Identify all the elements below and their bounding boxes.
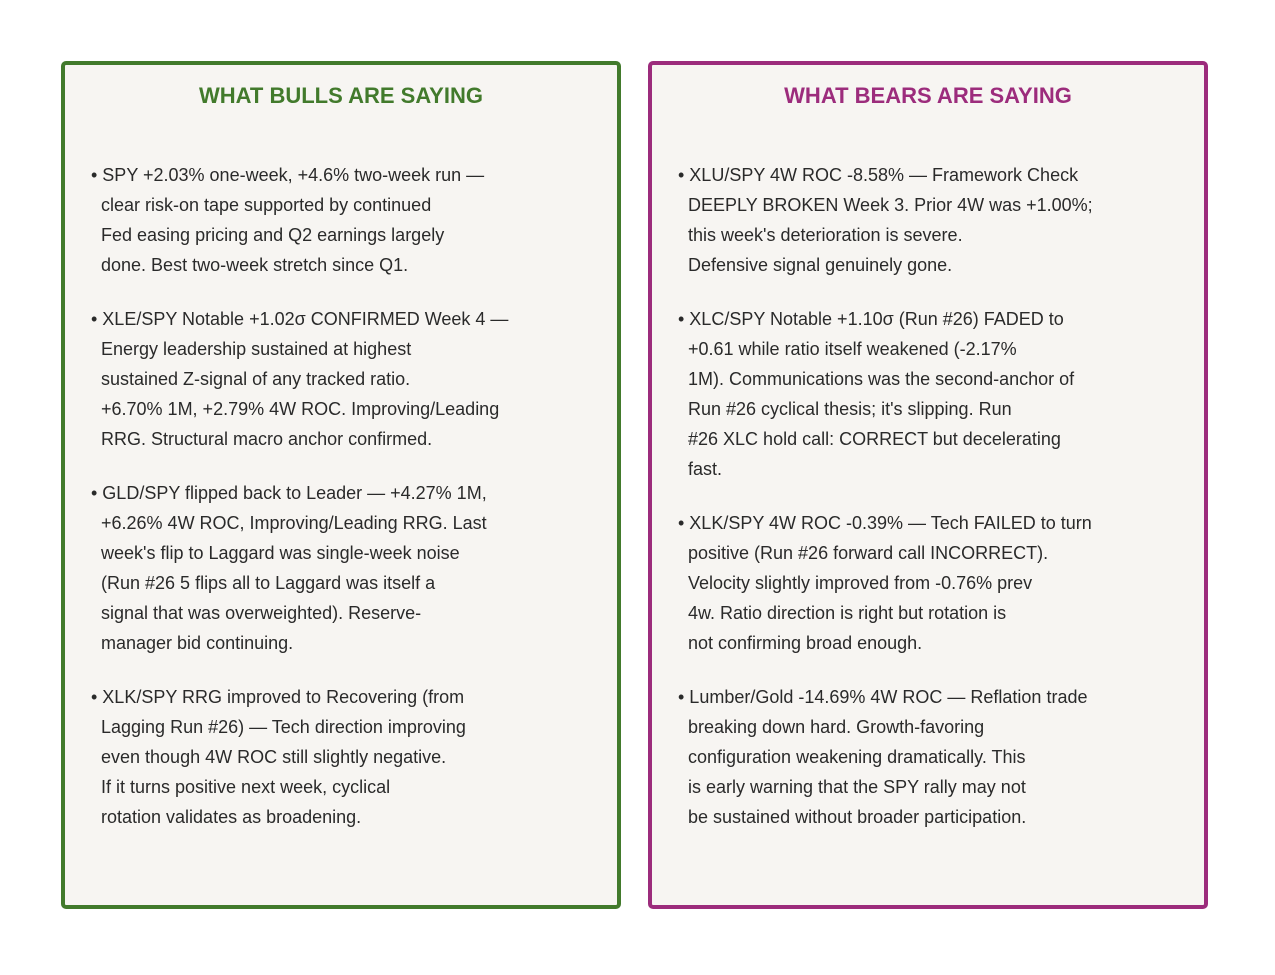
bullet-line: is early warning that the SPY rally may not — [678, 777, 1026, 797]
bullet-line: not confirming broad enough. — [678, 633, 923, 653]
bullet-line: #26 XLC hold call: CORRECT but decelerating — [678, 429, 1061, 449]
list-item — [678, 508, 1184, 658]
bullet-line: 1M). Communications was the second-anchor of — [678, 369, 1075, 389]
bullet-line: +0.61 while ratio itself weakened (-2.17% — [678, 339, 1017, 359]
bullet-line: • XLC/SPY Notable +1.10σ (Run #26) FADED to — [678, 309, 1064, 329]
bullet-line: +6.70% 1M, +2.79% 4W ROC. Improving/Leading — [91, 399, 500, 419]
bulls-panel — [61, 61, 621, 909]
bullet-line: breaking down hard. Growth-favoring — [678, 717, 985, 737]
bullet-line: even though 4W ROC still slightly negative. — [91, 747, 447, 767]
bullet-line: (Run #26 5 flips all to Laggard was itself a — [91, 573, 436, 593]
bullet-line: • Lumber/Gold -14.69% 4W ROC — Reflation trade — [678, 687, 1088, 707]
bullet-line: If it turns positive next week, cyclical — [91, 777, 391, 797]
bullet-line: Lagging Run #26) — Tech direction improving — [91, 717, 466, 737]
bullet-line: signal that was overweighted). Reserve- — [91, 603, 422, 623]
bullet-line: Velocity slightly improved from -0.76% prev — [678, 573, 1033, 593]
bulls-bullet-list — [91, 160, 597, 856]
list-item — [91, 160, 597, 280]
bullet-line: RRG. Structural macro anchor confirmed. — [91, 429, 433, 449]
bullet-line: 4w. Ratio direction is right but rotation is — [678, 603, 1007, 623]
list-item — [678, 160, 1184, 280]
bullet-line: • XLU/SPY 4W ROC -8.58% — Framework Check — [678, 165, 1079, 185]
bullet-line: +6.26% 4W ROC, Improving/Leading RRG. Last — [91, 513, 487, 533]
list-item — [91, 304, 597, 454]
bullet-line: done. Best two-week stretch since Q1. — [91, 255, 409, 275]
bullet-line: sustained Z-signal of any tracked ratio. — [91, 369, 411, 389]
bullet-line: this week's deterioration is severe. — [678, 225, 963, 245]
bullet-line: clear risk-on tape supported by continued — [91, 195, 432, 215]
bullet-line: • XLK/SPY 4W ROC -0.39% — Tech FAILED to turn — [678, 513, 1092, 533]
list-item — [678, 682, 1184, 832]
bullet-line: Energy leadership sustained at highest — [91, 339, 412, 359]
bullet-line: manager bid continuing. — [91, 633, 294, 653]
list-item — [91, 478, 597, 658]
list-item — [678, 304, 1184, 484]
bullet-line: Fed easing pricing and Q2 earnings largely — [91, 225, 445, 245]
bullet-line: • GLD/SPY flipped back to Leader — +4.27% 1M, — [91, 483, 487, 503]
bears-panel — [648, 61, 1208, 909]
bullet-line: Run #26 cyclical thesis; it's slipping. Run — [678, 399, 1012, 419]
bullet-line: DEEPLY BROKEN Week 3. Prior 4W was +1.00%; — [678, 195, 1093, 215]
bullet-line: • XLE/SPY Notable +1.02σ CONFIRMED Week 4 — — [91, 309, 509, 329]
bullet-line: week's flip to Laggard was single-week noise — [91, 543, 460, 563]
bullet-line: rotation validates as broadening. — [91, 807, 362, 827]
bullet-line: • XLK/SPY RRG improved to Recovering (from — [91, 687, 465, 707]
bullet-line: Defensive signal genuinely gone. — [678, 255, 953, 275]
bulls-panel-title: WHAT BULLS ARE SAYING — [199, 83, 483, 108]
list-item — [91, 682, 597, 832]
bullet-line: fast. — [678, 459, 723, 479]
bullet-line: be sustained without broader participation. — [678, 807, 1027, 827]
bullet-line: positive (Run #26 forward call INCORRECT). — [678, 543, 1049, 563]
bullet-line: • SPY +2.03% one-week, +4.6% two-week run — — [91, 165, 485, 185]
bears-panel-title: WHAT BEARS ARE SAYING — [784, 83, 1072, 108]
bullet-line: configuration weakening dramatically. This — [678, 747, 1026, 767]
bears-bullet-list — [678, 160, 1184, 856]
